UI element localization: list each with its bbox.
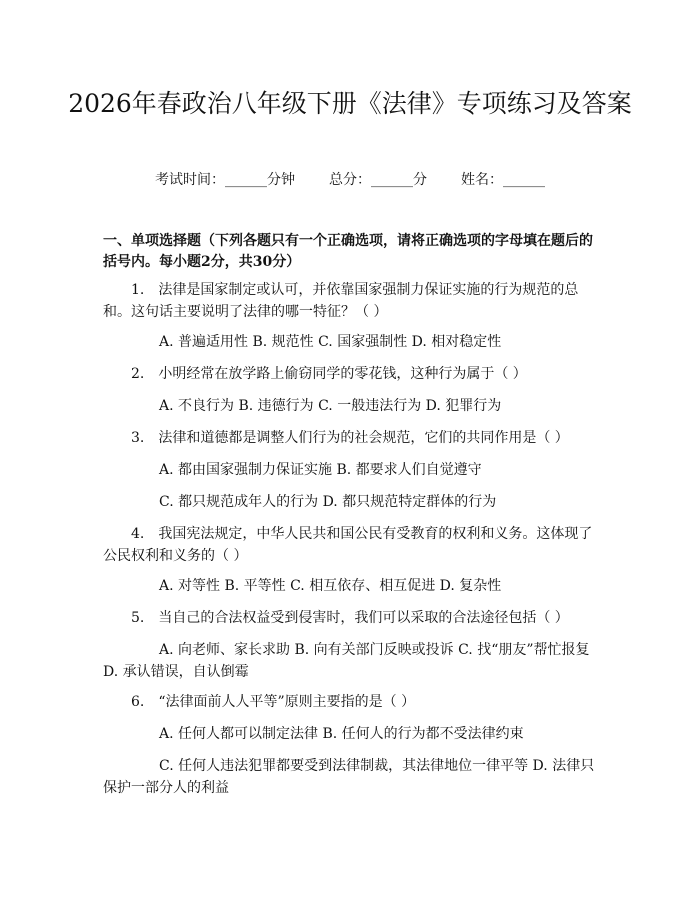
question-6: 6. “法律面前人人平等”原则主要指的是（ ） xyxy=(131,694,416,710)
question-6-options-a-b: A. 任何人都可以制定法律 B. 任何人的行为都不受法律约束 xyxy=(159,726,524,742)
question-6-options-c-d: C. 任何人违法犯罪都要受到法律制裁，其法律地位一律平等 D. 法律只保护一部分人的利益 xyxy=(103,758,595,796)
exam-time-field: 考试时间：______分钟 xyxy=(155,172,295,188)
exam-meta xyxy=(0,171,700,189)
question-5-options: A. 向老师、家长求助 B. 向有关部门反映或投诉 C. 找“朋友”帮忙报复 D. 承认错误，自认倒霉 xyxy=(103,642,590,680)
question-1-options: A. 普遍适用性 B. 规范性 C. 国家强制性 D. 相对稳定性 xyxy=(159,334,502,350)
total-score-field: 总分：______分 xyxy=(329,172,427,188)
question-1: 1. 法律是国家制定或认可，并依靠国家强制力保证实施的行为规范的总和。这句话主要说明了法律的哪一特征？（ ） xyxy=(103,282,579,320)
question-2-options: A. 不良行为 B. 违德行为 C. 一般违法行为 D. 犯罪行为 xyxy=(159,398,502,414)
student-name-field: 姓名：______ xyxy=(461,172,545,188)
question-3: 3. 法律和道德都是调整人们行为的社会规范，它们的共同作用是（ ） xyxy=(131,430,569,446)
question-4-options: A. 对等性 B. 平等性 C. 相互依存、相互促进 D. 复杂性 xyxy=(159,578,502,594)
question-4: 4. 我国宪法规定，中华人民共和国公民有受教育的权利和义务。这体现了公民权利和义务的（ ） xyxy=(103,526,593,564)
document-title: 2026年春政治八年级下册《法律》专项练习及答案 xyxy=(68,89,632,118)
section-heading-single-choice: 一、单项选择题（下列各题只有一个正确选项，请将正确选项的字母填在题后的括号内。每小题2分，共30分） xyxy=(103,233,593,270)
question-2: 2. 小明经常在放学路上偷窃同学的零花钱，这种行为属于（ ） xyxy=(131,366,527,382)
question-5: 5. 当自己的合法权益受到侵害时，我们可以采取的合法途径包括（ ） xyxy=(131,610,569,626)
question-3-options-a-b: A. 都由国家强制力保证实施 B. 都要求人们自觉遵守 xyxy=(159,462,482,478)
question-3-options-c-d: C. 都只规范成年人的行为 D. 都只规范特定群体的行为 xyxy=(159,494,497,510)
